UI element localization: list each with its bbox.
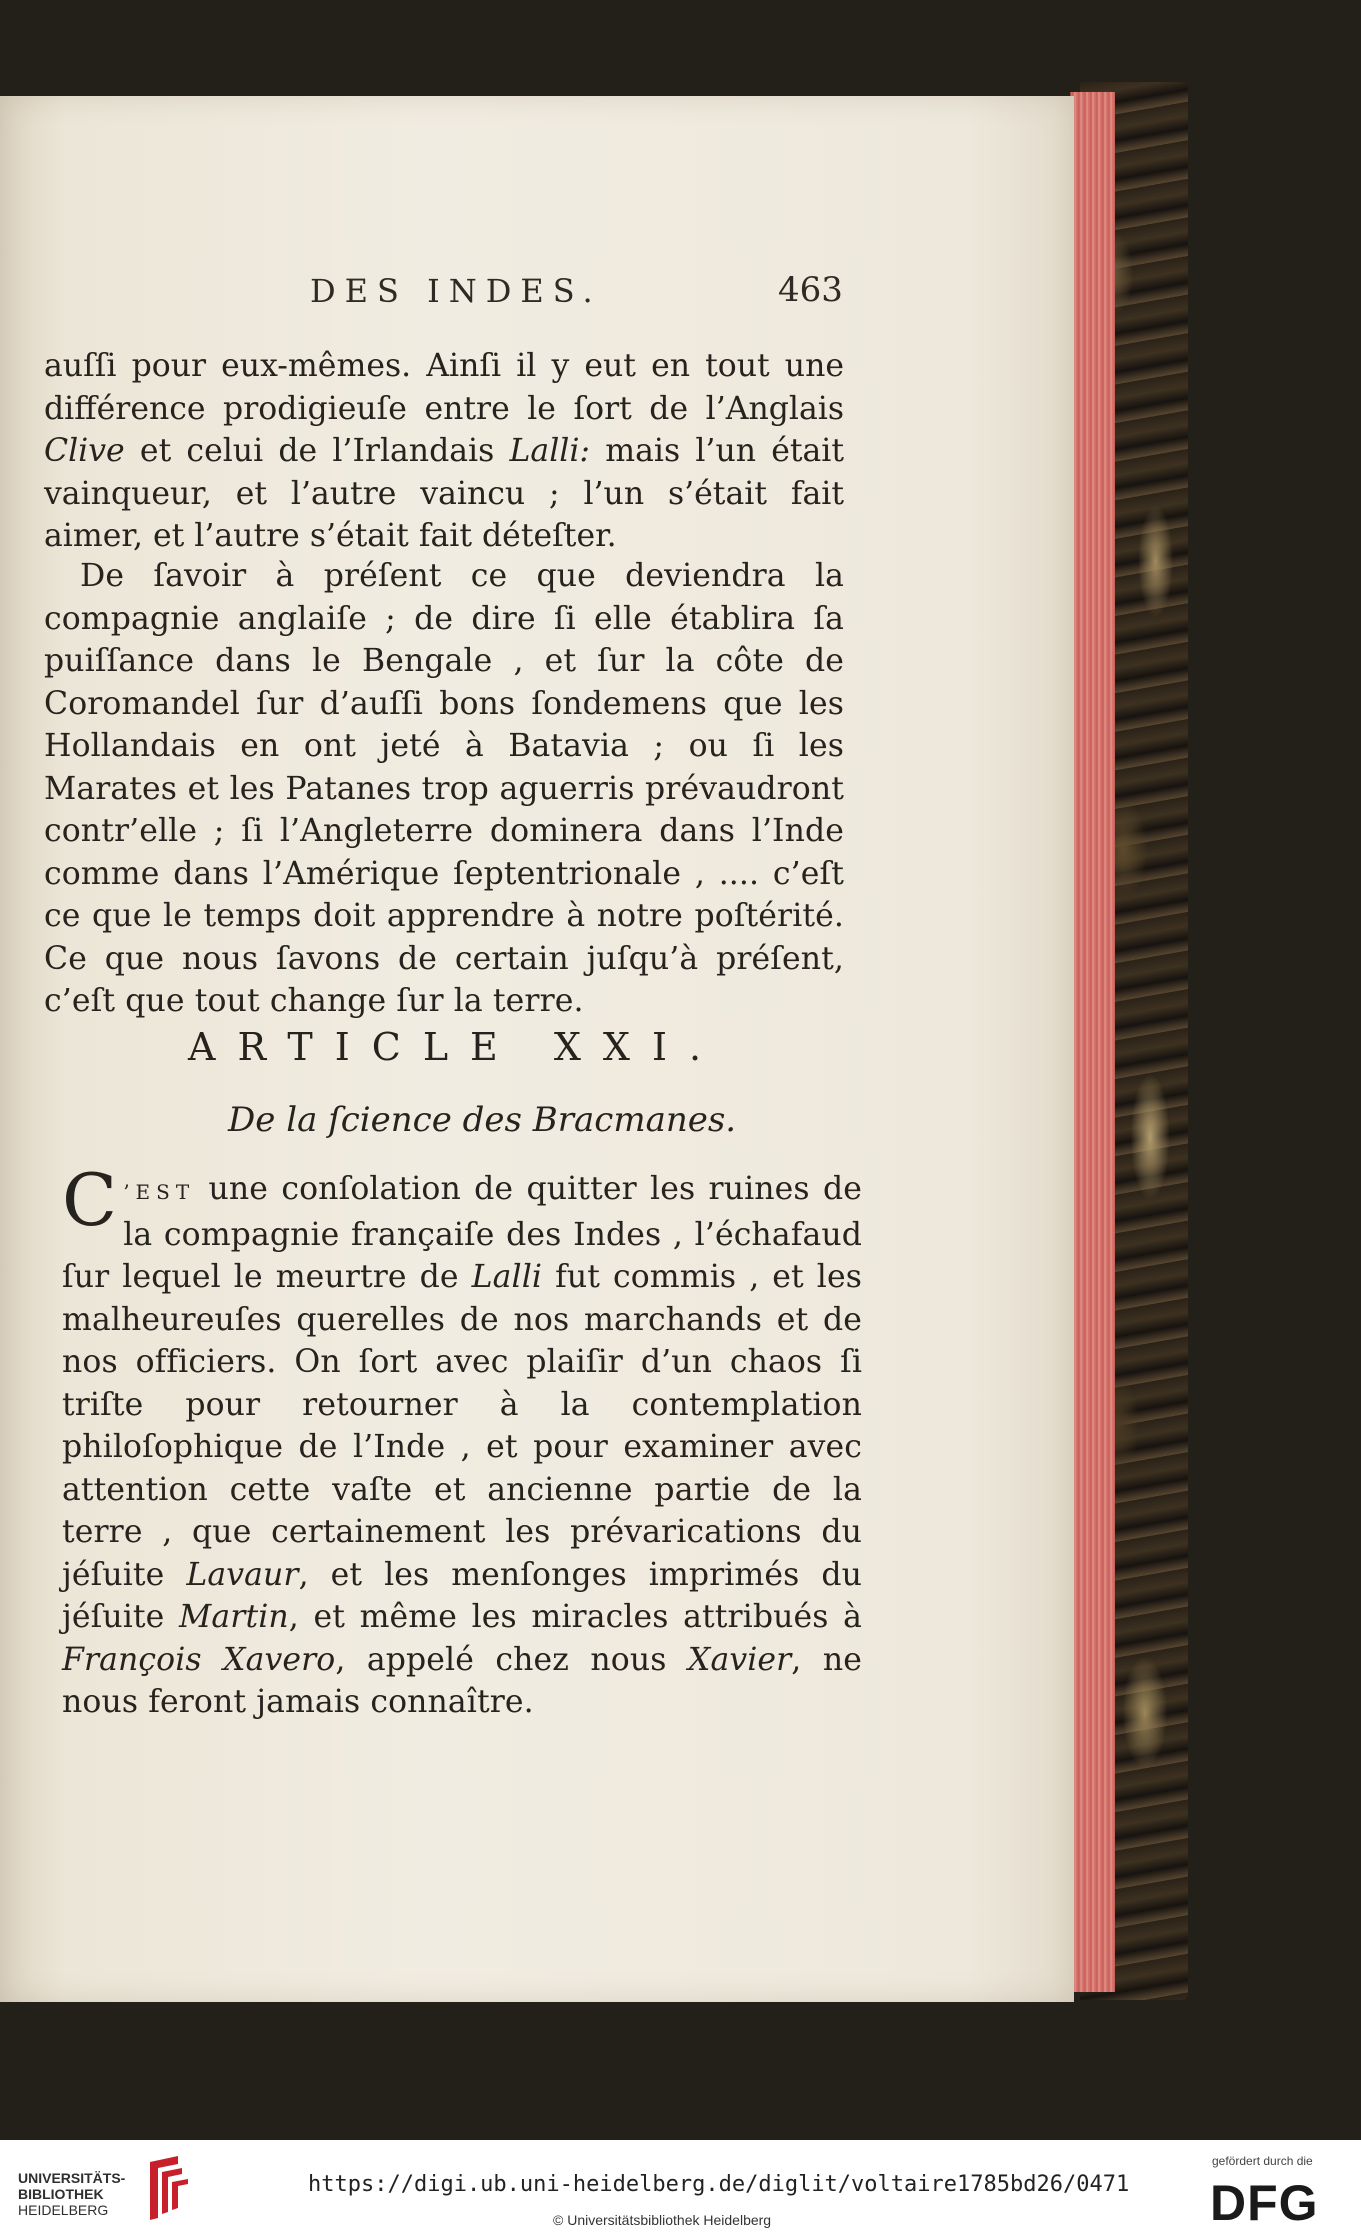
library-line-2: BIBLIOTHEK	[18, 2186, 104, 2202]
library-line-3: HEIDELBERG	[18, 2202, 109, 2218]
library-line-1: UNIVERSITÄTS-	[18, 2170, 126, 2186]
paragraph-1-end: mais l’un était vainqueur, et l’autre vaincu ; l’un s’était fait aimer, et l’autre s’était fait déteſter.	[44, 433, 845, 554]
library-logo-text[interactable]	[18, 2170, 125, 2218]
paragraph-3-text-3: , et les menſonges imprimés du jéſuite	[62, 1556, 862, 1635]
footer-bar	[0, 2140, 1361, 2240]
name-francois-xavero: François Xavero	[62, 1641, 336, 1678]
article-subtitle: De la ſcience des Bracmanes.	[228, 1100, 737, 1140]
page-block-edge	[1070, 92, 1115, 1992]
permalink-url[interactable]: https://digi.ub.uni-heidelberg.de/diglit/voltaire1785bd26/0471	[308, 2172, 1130, 2197]
name-xavier: Xavier	[687, 1641, 792, 1678]
paragraph-3-text-2: fut commis , et les malheureuſes querelles de nos marchands et de nos officiers. On ſort avec plaiſir d’un chaos ſi triſte pour retourner à la contemplation philoſophique de l’Inde , et pour examiner avec attention cette vaſte et ancienne partie de la terre , que certainement les prévarications du jéſuite	[62, 1259, 862, 1593]
funding-note: gefördert durch die	[1212, 2154, 1313, 2168]
article-heading: ARTICLE XXI.	[188, 1025, 724, 1069]
paragraph-1	[44, 345, 844, 558]
small-caps-opening: ’EST	[123, 1180, 196, 1204]
library-logo-icon	[138, 2154, 190, 2226]
paragraph-3-text-1: une conſolation de quitter les ruines de la compagnie françaiſe des Indes , l’échafaud ſur lequel le meurtre de	[62, 1171, 862, 1295]
paragraph-3	[62, 1158, 862, 1724]
paragraph-3-text-5: , appelé chez nous	[335, 1641, 667, 1678]
copyright-notice: © Universitätsbibliothek Heidelberg	[553, 2212, 772, 2228]
name-clive: Clive	[44, 433, 125, 469]
paragraph-1-text: auſſi pour eux-mêmes. Ainſi il y eut en tout une différence prodigieuſe entre le ſort de l’Anglais	[44, 348, 844, 427]
dfg-logo[interactable]: DFG	[1210, 2175, 1319, 2231]
paragraph-2	[44, 555, 844, 1023]
running-head: DES INDES.	[310, 272, 602, 310]
name-lalli: Lalli:	[509, 433, 591, 469]
drop-cap: C	[62, 1158, 118, 1242]
name-lavaur: Lavaur	[186, 1556, 299, 1593]
paragraph-3-text-4: , et même les miracles attribués à	[288, 1599, 862, 1635]
paragraph-1-mid: et celui de l’Irlandais	[139, 433, 495, 469]
paragraph-2-text: De ſavoir à préſent ce que deviendra la compagnie anglaiſe ; de dire ſi elle établira ſa puiſſance dans le Bengale , et ſur la côte de Coromandel ſur d’auſſi bons ſondemens que les Hollandais en ont jeté à Batavia ; ou ſi les Marates et les Patanes trop aguerris prévaudront contr’elle ; ſi l’Angleterre dominera dans l’Inde comme dans l’Amérique ſeptentrionale , .... c’eſt ce que le temps doit apprendre à notre poſtérité. Ce que nous ſavons de certain juſqu’à préſent, c’eſt que tout change ſur la terre.	[44, 558, 844, 1019]
name-martin: Martin	[179, 1599, 289, 1635]
paragraph-3-text-6: , ne nous feront jamais connaître.	[62, 1641, 862, 1720]
page-number: 463	[778, 270, 843, 310]
name-lalli-2: Lalli	[471, 1259, 543, 1295]
